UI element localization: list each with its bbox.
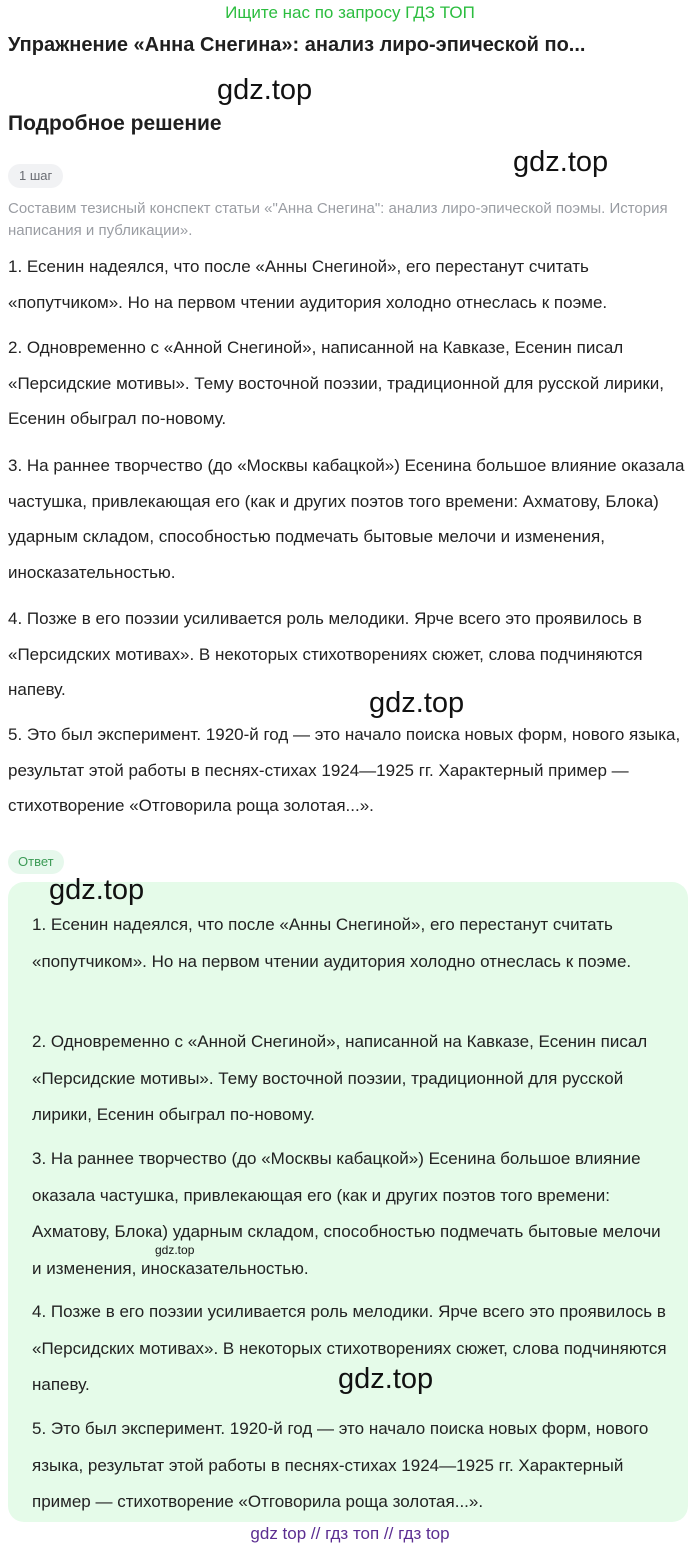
page-title: Упражнение «Анна Снегина»: анализ лиро-эпической по... [8,34,586,56]
step-badge: 1 шаг [8,164,63,188]
watermark: gdz.top [155,1243,195,1257]
answer-paragraph: 3. На раннее творчество (до «Москвы кабацкой») Есенина большое влияние оказала частушка, привлекающая его (как и других поэтов того времени: Ахматову, Блока) ударным складом, способностью подмечать бытовые мелочи и изменения, иносказательностью. [32,1149,661,1278]
watermark: gdz.top [369,687,465,719]
answer-paragraph: 4. Позже в его поэзии усиливается роль мелодики. Ярче всего это проявилось в «Персидских мотивах». В некоторых стихотворениях сюжет, слова подчиняются напеву. [32,1302,667,1394]
solution-paragraph: 3. На раннее творчество (до «Москвы кабацкой») Есенина большое влияние оказала частушка, привлекающая его (как и других поэтов того времени: Ахматову, Блока) ударным складом, способностью подмечать бытовые мелочи и изменения, иносказательностью. [8,456,685,582]
answer-paragraph: 2. Одновременно с «Анной Снегиной», написанной на Кавказе, Есенин писал «Персидские мотивы». Тему восточной поэзии, традиционной для русской лирики, Есенин обыграл по-новому. [32,1032,648,1124]
watermark: gdz.top [217,74,313,106]
search-banner: Ищите нас по запросу ГДЗ ТОП [225,3,475,22]
solution-paragraph: 1. Есенин надеялся, что после «Анны Снегиной», его перестанут считать «попутчиком». Но на первом чтении аудитория холодно отнеслась к поэме. [8,257,608,312]
step-intro: Составим тезисный конспект статьи «"Анна Снегина": анализ лиро-эпической поэмы. История написания и публикации». [8,200,668,239]
solution-paragraph: 2. Одновременно с «Анной Снегиной», написанной на Кавказе, Есенин писал «Персидские мотивы». Тему восточной поэзии, традиционной для русской лирики, Есенин обыграл по-новому. [8,338,664,428]
answer-paragraph: 1. Есенин надеялся, что после «Анны Снегиной», его перестанут считать «попутчиком». Но на первом чтении аудитория холодно отнеслась к поэме. [32,915,632,971]
watermark: gdz.top [49,874,145,906]
footer-links: gdz top // гдз топ // гдз top [250,1524,450,1543]
watermark: gdz.top [338,1363,434,1395]
solution-paragraph: 5. Это был эксперимент. 1920-й год — это начало поиска новых форм, нового языка, результат этой работы в песнях-стихах 1924—1925 гг. Характерный пример — стихотворение «Отговорила роща золотая...». [8,725,681,815]
answer-badge: Ответ [8,850,64,874]
answer-paragraph: 5. Это был эксперимент. 1920-й год — это начало поиска новых форм, нового языка, результат этой работы в песнях-стихах 1924—1925 гг. Характерный пример — стихотворение «Отговорила роща золотая...». [32,1419,649,1511]
section-heading: Подробное решение [8,112,222,135]
watermark: gdz.top [513,146,609,178]
solution-paragraph: 4. Позже в его поэзии усиливается роль мелодики. Ярче всего это проявилось в «Персидских мотивах». В некоторых стихотворениях сюжет, слова подчиняются напеву. [8,609,643,699]
